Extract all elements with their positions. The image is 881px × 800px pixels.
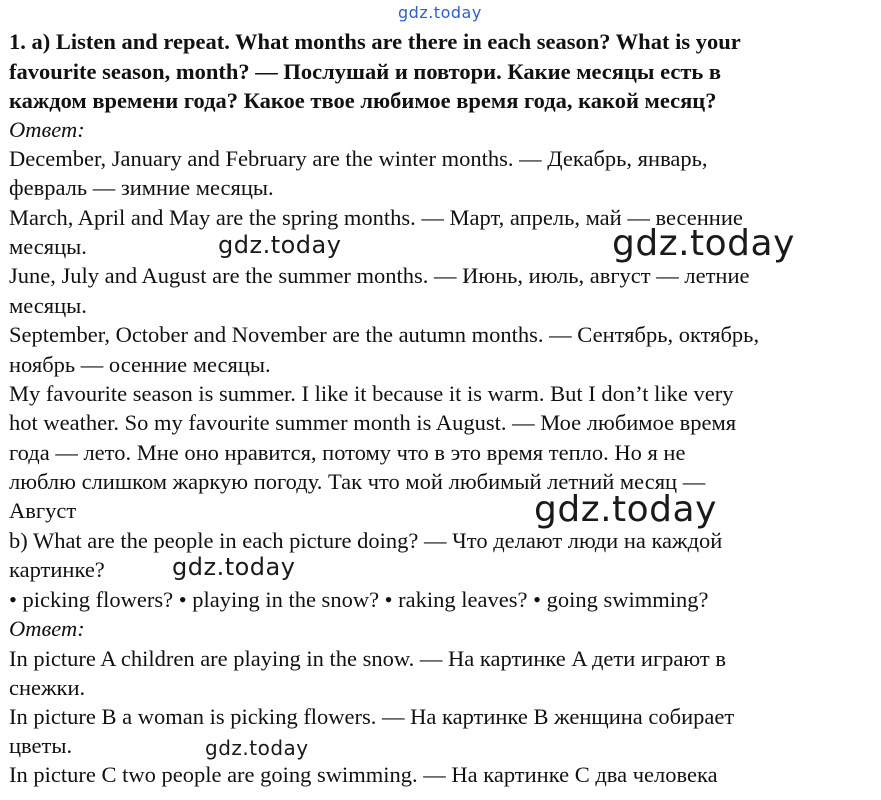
answer-a-line-10: hot weather. So my favourite summer month is August. — Мое любимое время	[9, 410, 737, 435]
answer-a-line-3: March, April and May are the spring months. — Март, апрель, май — весенние	[9, 205, 743, 230]
watermark-large-1: gdz.today	[612, 223, 795, 264]
answer-a-line-5: June, July and August are the summer months. — Июнь, июль, август — летние	[9, 263, 750, 288]
task-heading-line-1: 1. a) Listen and repeat. What months are there in each season? What is your	[9, 29, 741, 54]
answer-a-line-9: My favourite season is summer. I like it because it is warm. But I don’t like very	[9, 381, 734, 406]
question-b-line-2: картинке?	[9, 557, 105, 582]
task-heading-line-3: каждом времени года? Какое твое любимое время года, какой месяц?	[9, 88, 717, 113]
answer-b-line-1: In picture A children are playing in the snow. — На картинке A дети играют в	[9, 646, 727, 671]
answer-a-line-4: месяцы.	[9, 234, 87, 259]
answer-a-line-8: ноябрь — осенние месяцы.	[9, 352, 271, 377]
answer-b-line-2: снежки.	[9, 675, 86, 700]
answer-a-line-13: Август	[9, 498, 77, 523]
answer-b-line-3: In picture B a woman is picking flowers. — На картинке B женщина собирает	[9, 704, 735, 729]
answer-a-line-7: September, October and November are the autumn months. — Сентябрь, октябрь,	[9, 322, 760, 347]
task-heading-line-2: favourite season, month? — Послушай и повтори. Какие месяцы есть в	[9, 59, 722, 84]
answer-a-line-11: года — лето. Мне оно нравится, потому что в это время тепло. Но я не	[9, 440, 686, 465]
answer-a-line-6: месяцы.	[9, 293, 87, 318]
answer-b-line-5: In picture C two people are going swimming. — На картинке C два человека	[9, 762, 718, 787]
question-b-line-1: b) What are the people in each picture doing? — Что делают люди на каждой	[9, 528, 723, 553]
question-b-options: • picking flowers? • playing in the snow? • raking leaves? • going swimming?	[9, 587, 709, 612]
answer-a-line-1: December, January and February are the winter months. — Декабрь, январь,	[9, 146, 708, 171]
answer-b-label: Ответ:	[9, 616, 85, 641]
answer-label: Ответ:	[9, 117, 85, 142]
answer-a-line-12: люблю слишком жаркую погоду. Так что мой любимый летний месяц —	[9, 469, 706, 494]
answer-b-line-4: цветы.	[9, 733, 73, 758]
watermark-top: gdz.today	[398, 3, 482, 22]
watermark-small-3: gdz.today	[205, 736, 309, 760]
watermark-large-2: gdz.today	[534, 489, 717, 530]
watermark-small-1: gdz.today	[218, 231, 342, 259]
watermark-small-2: gdz.today	[172, 553, 296, 581]
answer-a-line-2: февраль — зимние месяцы.	[9, 175, 274, 200]
